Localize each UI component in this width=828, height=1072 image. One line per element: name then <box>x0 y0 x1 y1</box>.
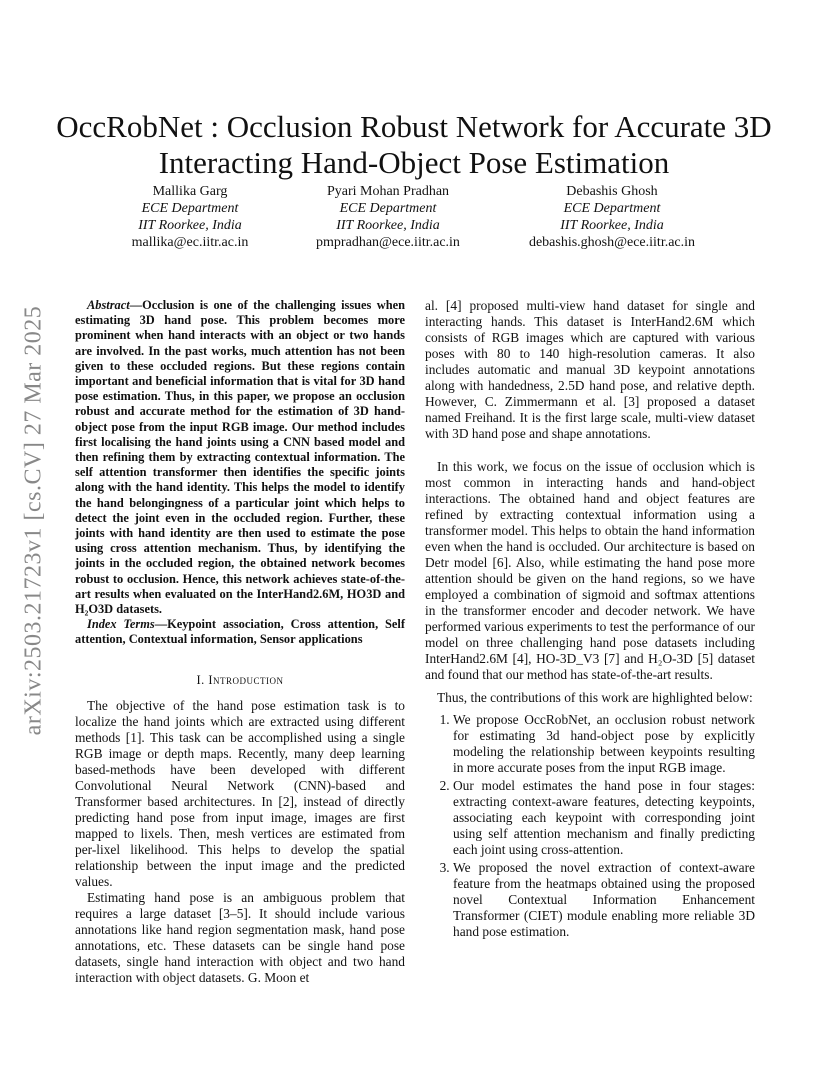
index-terms-text: —Keypoint association, Cross attention, Self attention, Contextual information, Sensor applications <box>75 617 406 647</box>
author-block <box>502 183 722 251</box>
arxiv-sidebar-stamp <box>22 280 46 760</box>
author-department: ECE Department <box>141 201 239 216</box>
index-terms-lead: Index Terms <box>87 617 155 632</box>
author-name: Debashis Ghosh <box>566 184 658 199</box>
body-paragraph: In this work, we focus on the issue of occlusion which is most common in interacting hands and hand-object interactions. The obtained hand and object features are refined by extracting contextual information using a transformer model. This helps to obtain the hand information even when the hand is occluded. Our architecture is based on Detr model [6]. Also, while estimating the hand pose more attention should be given on the hand regions, so we have employed a combination of sigmoid and softmax attentions in the transformer encoder and decoder network. We have performed various experiments to test the performance of our model on three challenging hand pose datasets including InterHand2.6M [4], HO-3D_V3 [7] and H₂O-3D [5] dataset and found that our method has state-of-the-art results. <box>425 459 755 682</box>
author-name: Mallika Garg <box>152 184 228 199</box>
author-name: Pyari Mohan Pradhan <box>326 184 450 199</box>
author-block <box>278 183 498 251</box>
author-department: ECE Department <box>563 201 661 216</box>
author-email: pmpradhan@ece.iitr.ac.in <box>316 235 460 250</box>
continued-paragraph: al. [4] proposed multi-view hand dataset for single and interacting hands. This dataset is InterHand2.6M which consists of RGB images which are captured with various poses with 80 to 140 high-resolution cameras. It also includes automatic and manual 3D keypoint annotations along with handedness, 2.5D hand pose, and relative depth. However, C. Zimmermann et al. [3] proposed a dataset named Freihand. It is the first large scale, multi-view dataset with 3D hand pose and shape annotations. <box>425 298 755 441</box>
intro-paragraph: The objective of the hand pose estimation task is to localize the hand joints which are extracted using different methods [1]. This task can be accomplished using a single RGB image or depth maps. Recently, many deep learning based-methods have been developed with different Convolutional Neural Network (CNN)-based and Transformer based architectures. In [2], instead of directly predicting hand pose from input image, images are first mapped to lixels. Then, mesh vertices are estimated from per-lixel likelihood. This helps to develop the spatial relationship between the input image and the predicted values. <box>75 697 405 889</box>
arxiv-identifier: arXiv:2503.21723v1 [cs.CV] 27 Mar 2025 <box>20 305 47 735</box>
author-email: mallika@ec.iitr.ac.in <box>131 235 249 250</box>
author-block <box>80 183 300 251</box>
right-column <box>425 298 755 942</box>
author-department: ECE Department <box>339 201 437 216</box>
abstract <box>75 298 405 617</box>
contribution-item: 2. Our model estimates the hand pose in four stages: extracting context-aware features, detecting keypoints, associating each keypoint with corresponding joint using self attention mechanism and finally predicting each joint using cross-attention. <box>453 778 755 858</box>
abstract-text: —Occlusion is one of the challenging issues when estimating 3D hand pose. This problem becomes more prominent when hand interacts with an object or two hands are involved. In the past works, much attention has not been given to these occluded regions. But these regions contain important and beneficial information that is vital for 3D hand pose estimation. Thus, in this paper, we propose an occlusion robust and accurate method for the estimation of 3D hand-object pose from the input RGB image. Our method includes first localising the hand joints using a CNN based model and then refining them by extracting contextual information. The self attention transformer then identifies the specific joints along with the hand identity. This helps the model to identify the hand belongingness of a particular joint which helps to detect the joint even in the occluded region. Further, these joints with hand identity are then used to estimate the pose using cross attention mechanism. Thus, by identifying the joints in the occluded region, the obtained network becomes robust to occlusion. Hence, this network achieves state-of-the-art results when evaluated on the InterHand2.6M, HO3D and H₂O3D datasets. <box>75 298 405 617</box>
body-paragraph: Thus, the contributions of this work are highlighted below: <box>437 690 753 705</box>
author-institution: IIT Roorkee, India <box>138 218 242 233</box>
paper-title: OccRobNet : Occlusion Robust Network for Accurate 3D Interacting Hand-Object Pose Estimation <box>56 108 772 180</box>
contributions-list <box>425 712 755 940</box>
contribution-item: 3. We proposed the novel extraction of context-aware feature from the heatmaps obtained using the proposed novel Contextual Information Enhancement Transformer (CIET) module enabling more reliable 3D hand pose estimation. <box>453 860 755 940</box>
author-institution: IIT Roorkee, India <box>336 218 440 233</box>
contribution-item: 1. We propose OccRobNet, an occlusion robust network for estimating 3d hand-object pose by explicitly modeling the relationship between keypoints resulting in more accurate poses from the input RGB image. <box>453 712 755 776</box>
section-heading: I. Introduction <box>196 672 284 687</box>
author-email: debashis.ghosh@ece.iitr.ac.in <box>528 235 696 250</box>
author-institution: IIT Roorkee, India <box>560 218 664 233</box>
intro-paragraph: Estimating hand pose is an ambiguous problem that requires a large dataset [3–5]. It should include various annotations like hand region segmentation mask, hand pose annotations, etc. These datasets can be single hand pose datasets, single hand interaction with object and two hand interaction with object datasets. G. Moon et <box>75 889 405 985</box>
left-column <box>75 298 405 986</box>
abstract-lead: Abstract <box>87 298 130 312</box>
index-terms <box>75 617 405 647</box>
